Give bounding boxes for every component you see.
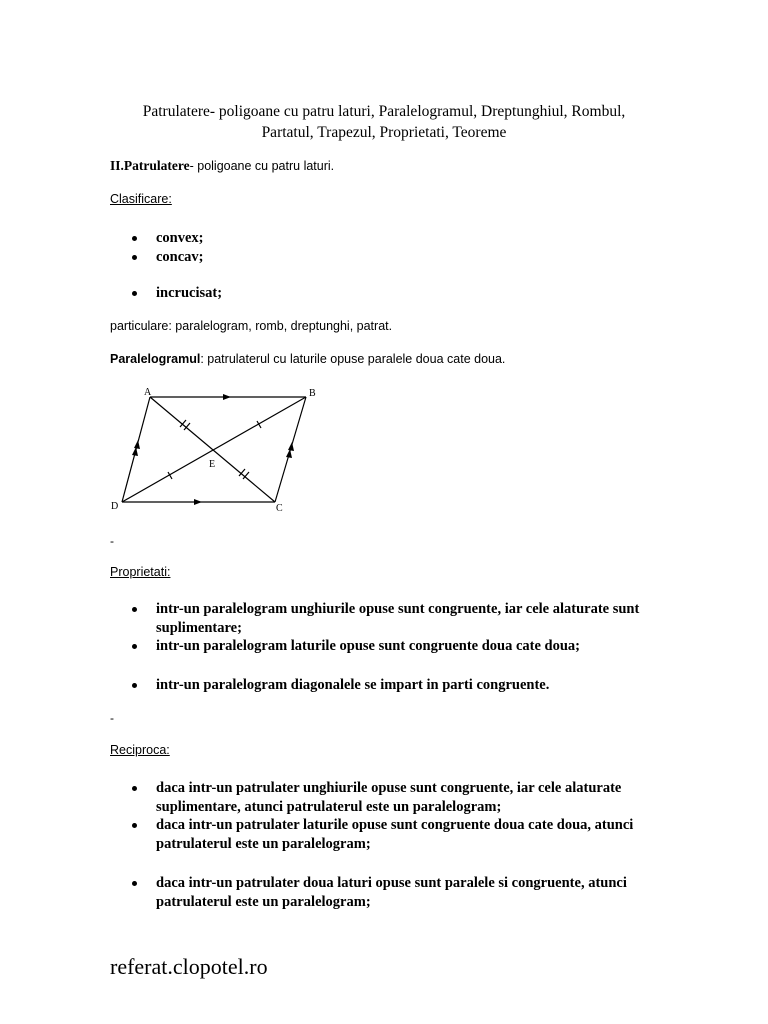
diagonal-ac (150, 397, 275, 502)
bullet-icon (132, 823, 137, 828)
diagonal-bd (122, 397, 306, 502)
list-item: intr-un paralelogram laturile opuse sunt congruente doua cate doua; (110, 637, 639, 656)
point-label-e: E (209, 459, 216, 470)
arrow-icon (288, 442, 294, 451)
bullet-icon (132, 881, 137, 886)
list-item: daca intr-un patrulater laturile opuse sunt congruente doua cate doua, atunci patrulaterul este un paralelogram; (110, 816, 633, 853)
particulare-text: particulare: paralelogram, romb, dreptunghi, patrat. (110, 319, 393, 333)
list-item: convex; (110, 229, 204, 248)
document-title (100, 101, 668, 143)
bullet-icon (132, 683, 137, 688)
proprietati-list-b (110, 676, 549, 695)
paralelogram-definition (110, 352, 505, 366)
bullet-icon (132, 644, 137, 649)
title-line-2: Partatul, Trapezul, Proprietati, Teoreme (261, 124, 507, 141)
reciproca-list-a (110, 779, 633, 853)
list-item: intr-un paralelogram unghiurile opuse sunt congruente, iar cele alaturate sunt suplimentare; (110, 600, 639, 637)
bullet-icon (132, 291, 137, 296)
arrow-icon (223, 394, 231, 400)
separator-dash: - (110, 534, 114, 548)
vertex-label-a: A (144, 387, 152, 398)
bullet-icon (132, 255, 137, 260)
vertex-label-b: B (309, 388, 316, 399)
reciproca-list-b (110, 874, 627, 911)
bullet-icon (132, 236, 137, 241)
arrow-icon (134, 440, 140, 449)
section-heading (110, 158, 334, 174)
vertex-label-c: C (276, 503, 283, 514)
list-item: intr-un paralelogram diagonalele se impart in parti congruente. (110, 676, 549, 695)
list-item: concav; (110, 248, 204, 267)
bullet-icon (132, 607, 137, 612)
reciproca-label: Reciproca: (110, 743, 170, 757)
list-item: daca intr-un patrulater unghiurile opuse sunt congruente, iar cele alaturate suplimentare, atunci patrulaterul este un paralelogram; (110, 779, 633, 816)
proprietati-list-a (110, 600, 639, 656)
proprietati-label: Proprietati: (110, 565, 171, 579)
title-line-1: Patrulatere- poligoane cu patru laturi, Paralelogramul, Dreptunghiul, Rombul, (142, 103, 626, 120)
paralelogram-definition-text: : patrulaterul cu laturile opuse paralele doua cate doua. (200, 352, 506, 366)
list-item: daca intr-un patrulater doua laturi opuse sunt paralele si congruente, atunci patrulaterul este un paralelogram; (110, 874, 627, 911)
footer-site-name: referat.clopotel.ro (110, 954, 268, 979)
clasificare-list-a (110, 229, 204, 266)
clasificare-list-b (110, 284, 222, 303)
parallelogram-diagram (106, 383, 336, 523)
vertex-label-d: D (111, 501, 119, 512)
section-heading-bold: II.Patrulatere (110, 158, 190, 173)
bullet-icon (132, 786, 137, 791)
separator-dash: - (110, 711, 114, 725)
section-heading-rest: - poligoane cu patru laturi. (189, 159, 335, 173)
paralelogram-term: Paralelogramul (110, 352, 201, 366)
arrow-icon (194, 499, 202, 505)
clasificare-label: Clasificare: (110, 192, 172, 206)
list-item: incrucisat; (110, 284, 222, 303)
